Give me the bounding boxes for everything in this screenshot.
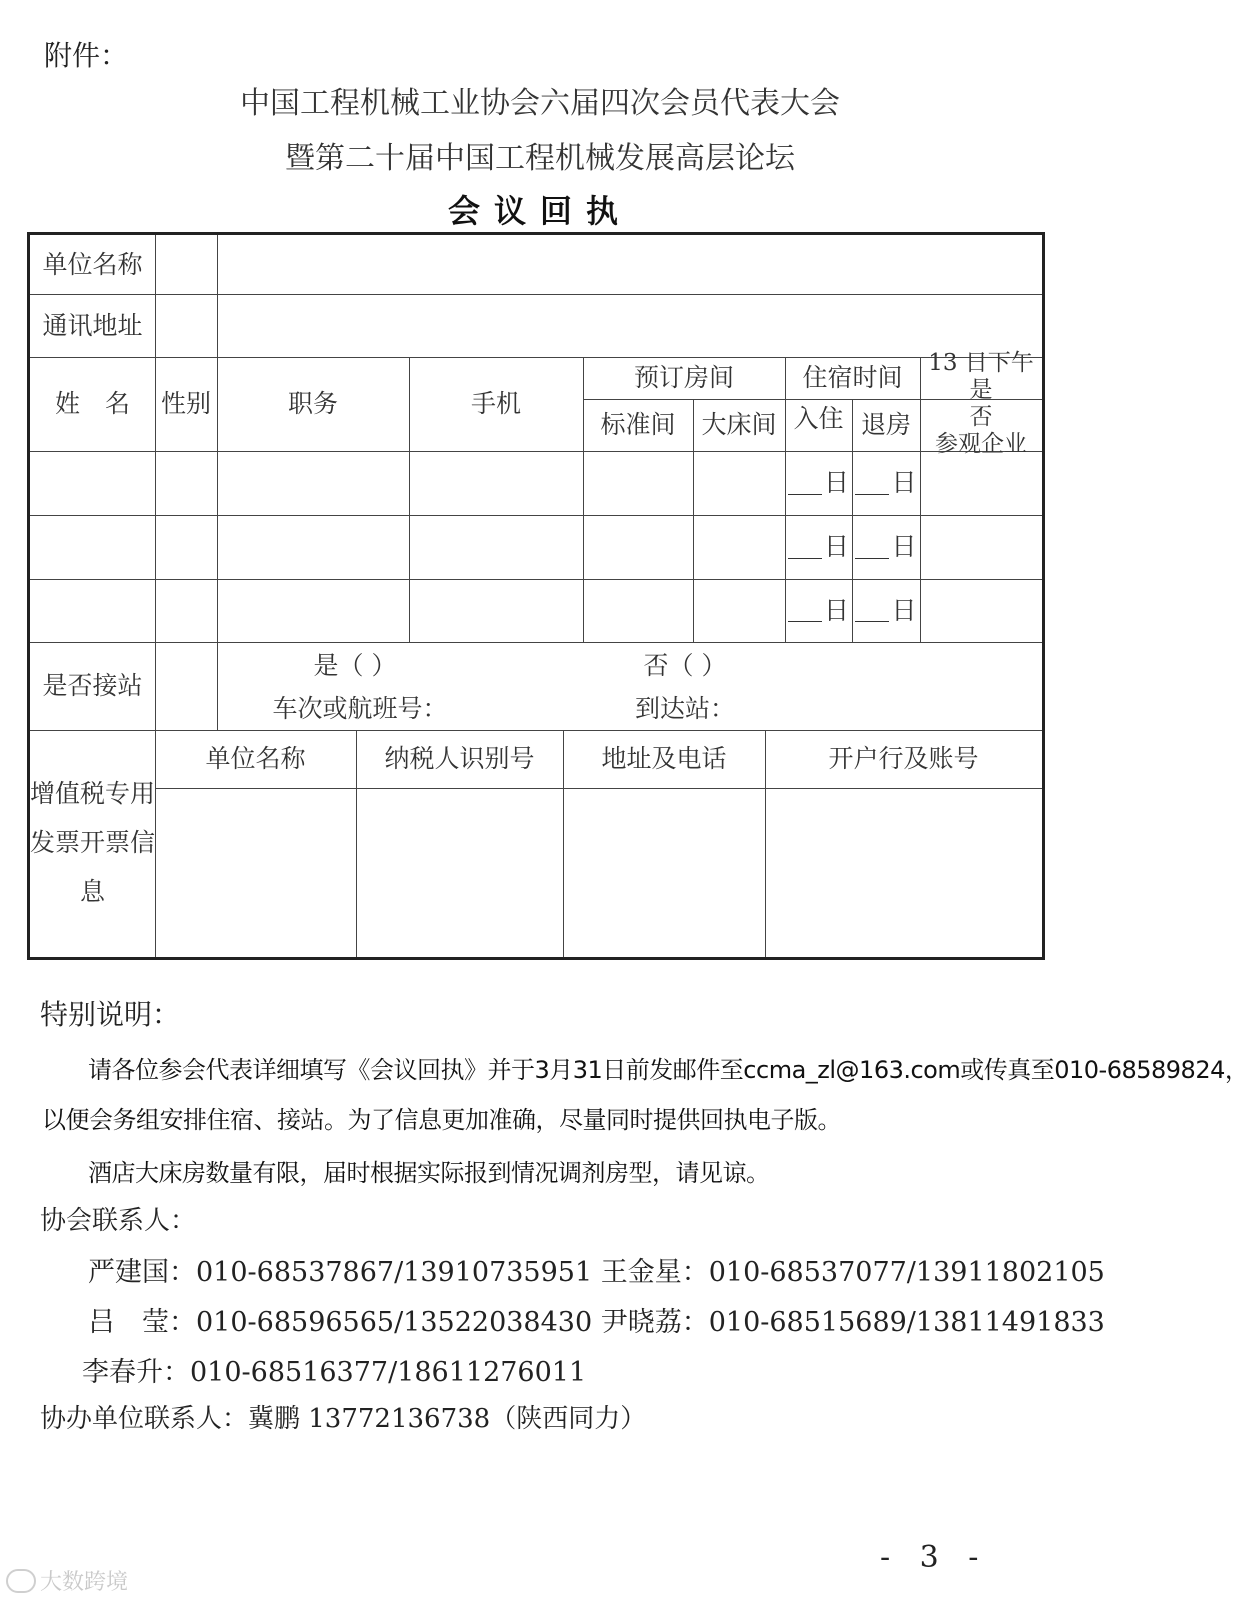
contact-title: 协会联系人： [40, 1206, 197, 1236]
notes-para1-line2: 以便会务组安排住宿、接站。为了信息更加准确，尽量同时提供回执电子版。 [42, 1106, 841, 1134]
col-visit-line3: 参观企业 [935, 431, 1027, 458]
watermark [6, 1565, 128, 1596]
vat-invoice-label [30, 730, 155, 957]
watermark-text: 大数跨境 [40, 1570, 129, 1595]
col-visit-line2: 否 [969, 404, 993, 430]
vat-col-bank-account: 开户行及账号 [828, 744, 979, 774]
reply-form-table [27, 232, 1045, 960]
contact-line: 吕 莹：010-68596565/13522038430 尹晓荔：010-68515689/13811491833 [88, 1307, 1105, 1338]
address-field[interactable] [217, 294, 1042, 357]
co-organizer-contact: 协办单位联系人：冀鹏 13772136738（陕西同力） [40, 1404, 647, 1434]
col-standard-room: 标准间 [600, 410, 676, 440]
col-check-in: 入住 [793, 404, 844, 434]
pickup-label: 是否接站 [42, 671, 143, 701]
vat-col-org-name: 单位名称 [205, 744, 306, 774]
org-name-field[interactable] [217, 235, 1042, 294]
page-number: - 3 - [880, 1540, 989, 1575]
col-check-out: 退房 [860, 410, 911, 440]
vat-label-line2: 发票开票信 [30, 828, 156, 858]
watermark-logo-icon [6, 1569, 36, 1593]
vat-label-line3: 息 [79, 876, 105, 906]
title-line-2: 暨第二十届中国工程机械发展高层论坛 [285, 141, 795, 176]
contact-line: 李春升：010-68516377/18611276011 [82, 1357, 587, 1388]
check-out-day[interactable]: 日 [852, 515, 920, 579]
pickup-yes[interactable]: 是（ ） [313, 651, 397, 681]
attachment-label: 附件： [44, 39, 129, 72]
check-out-day[interactable]: 日 [852, 579, 920, 642]
arrival-station-label: 到达站： [634, 694, 735, 724]
col-king-room: 大床间 [701, 410, 777, 440]
address-label: 通讯地址 [42, 310, 143, 340]
check-in-day[interactable]: 日 [785, 451, 852, 515]
vat-label-line1: 增值税专用 [30, 779, 156, 809]
vat-col-tax-id: 纳税人识别号 [384, 744, 535, 774]
check-in-day[interactable]: 日 [785, 579, 852, 642]
notes-para2: 酒店大床房数量有限，届时根据实际报到情况调剂房型，请见谅。 [88, 1159, 770, 1187]
col-room-booking: 预订房间 [633, 363, 734, 393]
form-title: 会议回执 [447, 192, 632, 230]
contact-line: 严建国：010-68537867/13910735951 王金星：010-68537077/13911802105 [88, 1257, 1105, 1288]
org-name-label: 单位名称 [42, 249, 143, 279]
notes-title: 特别说明： [40, 998, 181, 1031]
col-position: 职务 [287, 389, 338, 419]
pickup-no[interactable]: 否（ ） [643, 651, 727, 681]
train-flight-label: 车次或航班号： [272, 694, 448, 724]
title-line-1: 中国工程机械工业协会六届四次会员代表大会 [240, 86, 840, 121]
check-out-day[interactable]: 日 [852, 451, 920, 515]
notes-para1-line1: 请各位参会代表详细填写《会议回执》并于3月31日前发邮件至ccma_zl@163.com或传真至010-68589824， [88, 1056, 1248, 1084]
col-stay-time: 住宿时间 [802, 363, 903, 393]
col-gender: 性别 [160, 389, 211, 419]
vat-col-address-phone: 地址及电话 [601, 744, 727, 774]
check-in-day[interactable]: 日 [785, 515, 852, 579]
col-visit-enterprise [920, 349, 1042, 458]
col-visit-line1: 13 日下午是 [928, 349, 1034, 403]
col-mobile: 手机 [470, 389, 521, 419]
col-name: 姓 名 [54, 389, 130, 419]
